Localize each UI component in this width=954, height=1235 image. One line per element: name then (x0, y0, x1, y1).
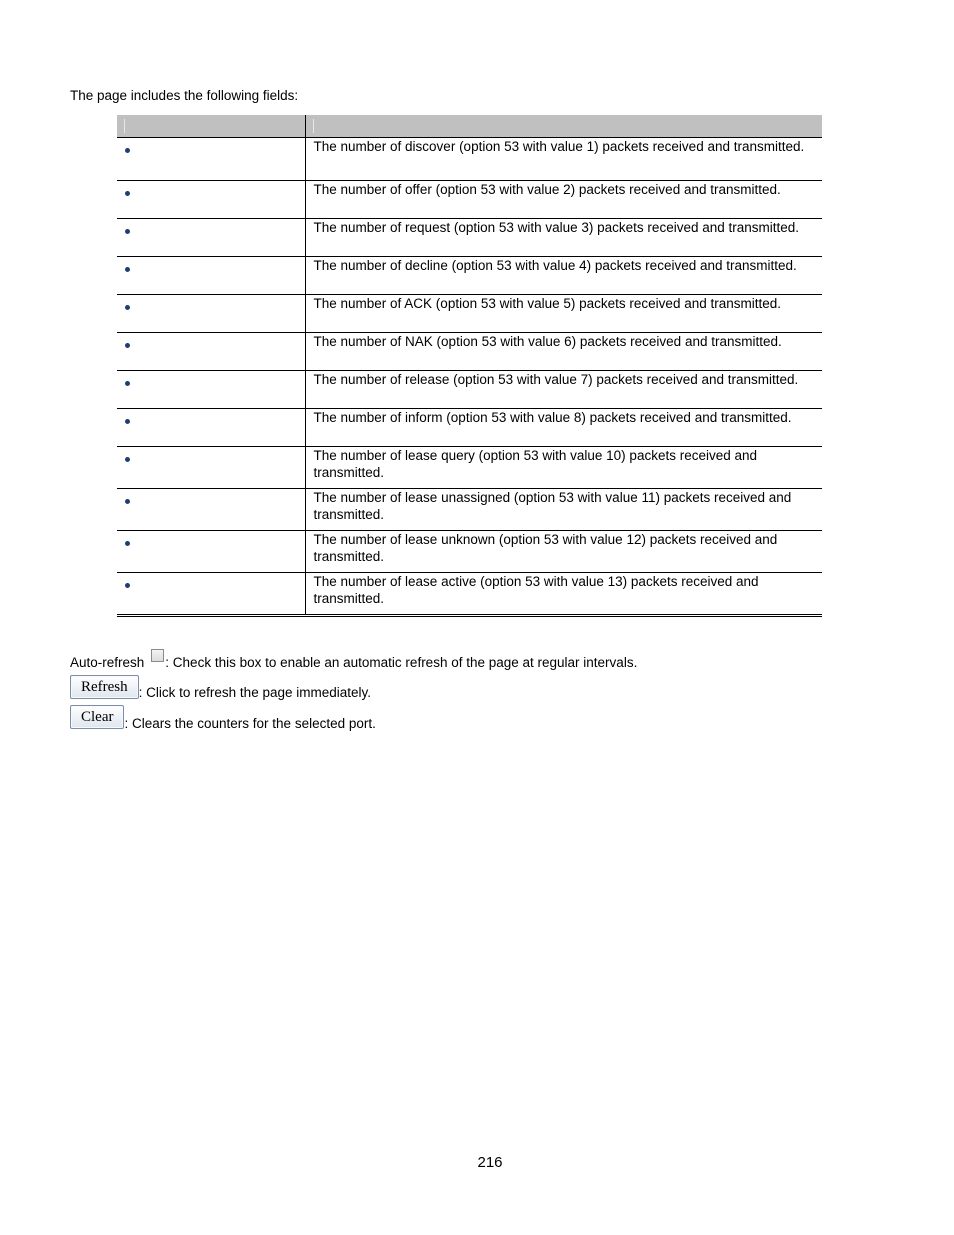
table-row (117, 257, 822, 295)
table-row (117, 219, 822, 257)
bullet-icon (125, 583, 130, 588)
field-name-cell (117, 573, 305, 616)
table-row (117, 138, 822, 181)
field-description-cell: The number of lease unassigned (option 53 with value 11) packets received and transmitted. (305, 489, 822, 531)
bullet-icon (125, 457, 130, 462)
field-description-cell: The number of lease query (option 53 with value 10) packets received and transmitted. (305, 447, 822, 489)
bullet-icon (125, 229, 130, 234)
field-description-cell: The number of discover (option 53 with value 1) packets received and transmitted. (305, 138, 822, 181)
table-row (117, 489, 822, 531)
bullet-icon (125, 343, 130, 348)
field-name-cell (117, 531, 305, 573)
auto-refresh-label: Auto-refresh (70, 655, 145, 670)
bullet-icon (125, 148, 130, 153)
bullet-icon (125, 499, 130, 504)
refresh-button[interactable] (70, 675, 139, 699)
refresh-button-label: Refresh (81, 679, 128, 695)
table-row (117, 409, 822, 447)
field-description-cell: The number of release (option 53 with value 7) packets received and transmitted. (305, 371, 822, 409)
clear-description: : Clears the counters for the selected port. (124, 716, 376, 731)
table-row (117, 333, 822, 371)
field-name-cell (117, 219, 305, 257)
table-header-row (117, 114, 822, 138)
bullet-icon (125, 267, 130, 272)
field-description-cell: The number of inform (option 53 with value 8) packets received and transmitted. (305, 409, 822, 447)
bullet-icon (125, 305, 130, 310)
field-description-cell: The number of offer (option 53 with value 2) packets received and transmitted. (305, 181, 822, 219)
table-row (117, 295, 822, 333)
field-name-cell (117, 181, 305, 219)
description-column-header (305, 114, 822, 138)
bullet-icon (125, 419, 130, 424)
table-row (117, 371, 822, 409)
field-name-cell (117, 295, 305, 333)
table-row (117, 573, 822, 616)
page-number: 216 (477, 1154, 503, 1171)
bullet-icon (125, 541, 130, 546)
bullet-icon (125, 381, 130, 386)
table-row (117, 181, 822, 219)
clear-line (70, 705, 376, 729)
table-row (117, 447, 822, 489)
field-description-cell: The number of lease active (option 53 with value 13) packets received and transmitted. (305, 573, 822, 616)
field-description-cell: The number of lease unknown (option 53 with value 12) packets received and transmitted. (305, 531, 822, 573)
field-description-cell: The number of decline (option 53 with value 4) packets received and transmitted. (305, 257, 822, 295)
field-name-cell (117, 409, 305, 447)
field-description-cell: The number of NAK (option 53 with value 6) packets received and transmitted. (305, 333, 822, 371)
field-name-cell (117, 138, 305, 181)
table-row (117, 531, 822, 573)
intro-text: The page includes the following fields: (70, 88, 299, 103)
field-name-cell (117, 489, 305, 531)
auto-refresh-description: : Check this box to enable an automatic refresh of the page at regular intervals. (165, 655, 638, 670)
field-name-cell (117, 447, 305, 489)
field-name-cell (117, 333, 305, 371)
auto-refresh-checkbox[interactable] (151, 649, 164, 662)
field-name-cell (117, 257, 305, 295)
refresh-description: : Click to refresh the page immediately. (138, 685, 372, 700)
field-name-cell (117, 371, 305, 409)
clear-button-label: Clear (81, 709, 114, 725)
object-column-header (117, 114, 305, 138)
clear-button[interactable] (70, 705, 124, 729)
field-description-cell: The number of request (option 53 with value 3) packets received and transmitted. (305, 219, 822, 257)
refresh-line (70, 675, 371, 699)
auto-refresh-line (70, 655, 637, 670)
field-description-cell: The number of ACK (option 53 with value 5) packets received and transmitted. (305, 295, 822, 333)
fields-table (117, 113, 822, 617)
bullet-icon (125, 191, 130, 196)
